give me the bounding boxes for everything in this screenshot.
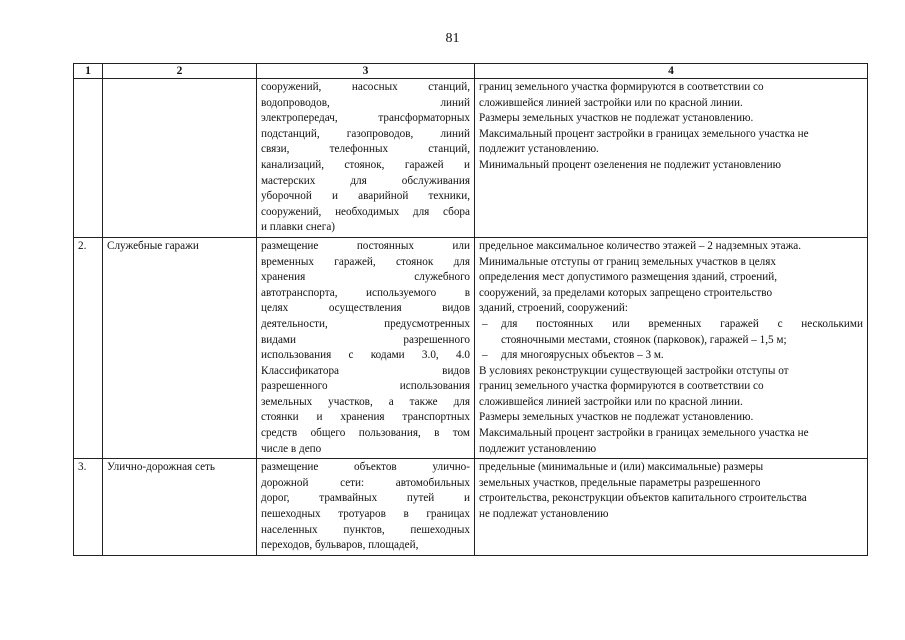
table-row <box>74 79 868 238</box>
description-line: сооружений, насосных станций, <box>261 81 470 93</box>
row-number: 3. <box>74 459 103 556</box>
header-col-3: 3 <box>257 64 475 79</box>
table-row <box>74 459 868 556</box>
description-line: земельных участков, а также для <box>261 395 470 408</box>
description-line: целях осуществления видов <box>261 302 470 315</box>
description-line: деятельности, предусмотренных <box>261 317 470 330</box>
parameter-line: Минимальный процент озеленения не подлежит установлению <box>479 158 781 171</box>
use-type-name: Улично-дорожная сеть <box>103 459 257 556</box>
parameter-line: Размеры земельных участков не подлежат установлению. <box>479 411 754 424</box>
description-line: переходов, бульваров, площадей, <box>261 539 419 552</box>
use-parameters <box>475 237 868 458</box>
parameter-line: Размеры земельных участков не подлежат установлению. <box>479 112 754 125</box>
description-line: разрешенного использования <box>261 380 470 393</box>
list-item-text: для постоянных или временных гаражей с несколькими <box>501 317 863 330</box>
parameter-line: подлежит установлению. <box>479 143 599 156</box>
description-line: уборочной и аварийной техники, <box>261 190 470 203</box>
description-line: автотранспорта, используемого в <box>261 286 470 299</box>
parameter-line: Минимальные отступы от границ земельных участков в целях <box>479 255 776 268</box>
setback-list-item <box>479 317 863 348</box>
header-col-1: 1 <box>74 64 103 79</box>
description-line: дорог, трамвайных путей и <box>261 492 470 505</box>
setback-list-item <box>479 348 863 364</box>
parameter-line: границ земельного участка формируются в соответствии со <box>479 380 764 393</box>
parameter-line: В условиях реконструкции существующей застройки отступы от <box>479 364 789 377</box>
description-line: канализаций, стоянок, гаражей и <box>261 158 470 171</box>
description-line: стоянки и хранения транспортных <box>261 411 470 424</box>
header-col-2: 2 <box>103 64 257 79</box>
description-line: размещение постоянных или <box>261 239 470 252</box>
description-line: средств общего пользования, в том <box>261 427 470 440</box>
dash-bullet: – <box>482 349 488 362</box>
parameter-line: подлежит установлению <box>479 442 597 455</box>
parameter-line: предельные (минимальные и (или) максимальные) размеры <box>479 461 764 474</box>
description-line: электропередач, трансформаторных <box>261 112 470 125</box>
parameter-line: Максимальный процент застройки в границах земельного участка не <box>479 427 809 440</box>
description-line: использования с кодами 3.0, 4.0 <box>261 349 470 362</box>
row-number: 2. <box>74 237 103 458</box>
use-description <box>257 459 475 556</box>
header-row <box>74 64 868 79</box>
description-line: подстанций, газопроводов, линий <box>261 127 470 140</box>
parameter-line: границ земельного участка формируются в соответствии со <box>479 81 764 93</box>
description-line: и плавки снега) <box>261 221 336 234</box>
description-line: связи, телефонных станций, <box>261 143 470 156</box>
parameter-line: не подлежат установлению <box>479 508 609 521</box>
description-line: мастерских для обслуживания <box>261 174 470 187</box>
description-line: числе в депо <box>261 442 322 455</box>
parameter-line: сооружений, за пределами которых запрещено строительство <box>479 286 773 299</box>
header-col-4: 4 <box>475 64 868 79</box>
description-line: Классификатора видов <box>261 364 470 377</box>
use-type-name: Служебные гаражи <box>103 237 257 458</box>
parameter-line: предельное максимальное количество этажей – 2 надземных этажа. <box>479 239 802 252</box>
use-parameters <box>475 459 868 556</box>
use-type-name <box>103 79 257 238</box>
description-line: видами разрешенного <box>261 333 470 346</box>
parameter-line: строительства, реконструкции объектов капитального строительства <box>479 492 807 505</box>
land-use-table <box>73 63 868 556</box>
description-line: временных гаражей, стоянок для <box>261 255 470 268</box>
parameter-line: земельных участков, предельные параметры разрешенного <box>479 476 761 489</box>
table-row <box>74 237 868 458</box>
description-line: размещение объектов улично- <box>261 461 470 474</box>
use-description <box>257 237 475 458</box>
use-description <box>257 79 475 238</box>
list-item-text: стояночными местами, стоянок (парковок), гаражей – 1,5 м; <box>501 333 787 346</box>
description-line: населенных пунктов, пешеходных <box>261 523 470 536</box>
parameter-line: сложившейся линией застройки или по красной линии. <box>479 395 743 408</box>
use-parameters <box>475 79 868 238</box>
description-line: сооружений, необходимых для сбора <box>261 205 470 218</box>
parameter-line: зданий, строений, сооружений: <box>479 302 628 315</box>
list-item-text: для многоярусных объектов – 3 м. <box>501 349 664 362</box>
row-number <box>74 79 103 238</box>
page-number: 81 <box>445 31 460 46</box>
parameter-line: сложившейся линией застройки или по красной линии. <box>479 96 743 109</box>
parameter-line: Максимальный процент застройки в границах земельного участка не <box>479 127 809 140</box>
description-line: водопроводов, линий <box>261 96 470 109</box>
description-line: дорожной сети: автомобильных <box>261 476 470 489</box>
description-line: хранения служебного <box>261 271 470 284</box>
description-line: пешеходных тротуаров в границах <box>261 508 470 521</box>
parameter-line: определения мест допустимого размещения зданий, строений, <box>479 271 778 284</box>
dash-bullet: – <box>482 317 488 330</box>
